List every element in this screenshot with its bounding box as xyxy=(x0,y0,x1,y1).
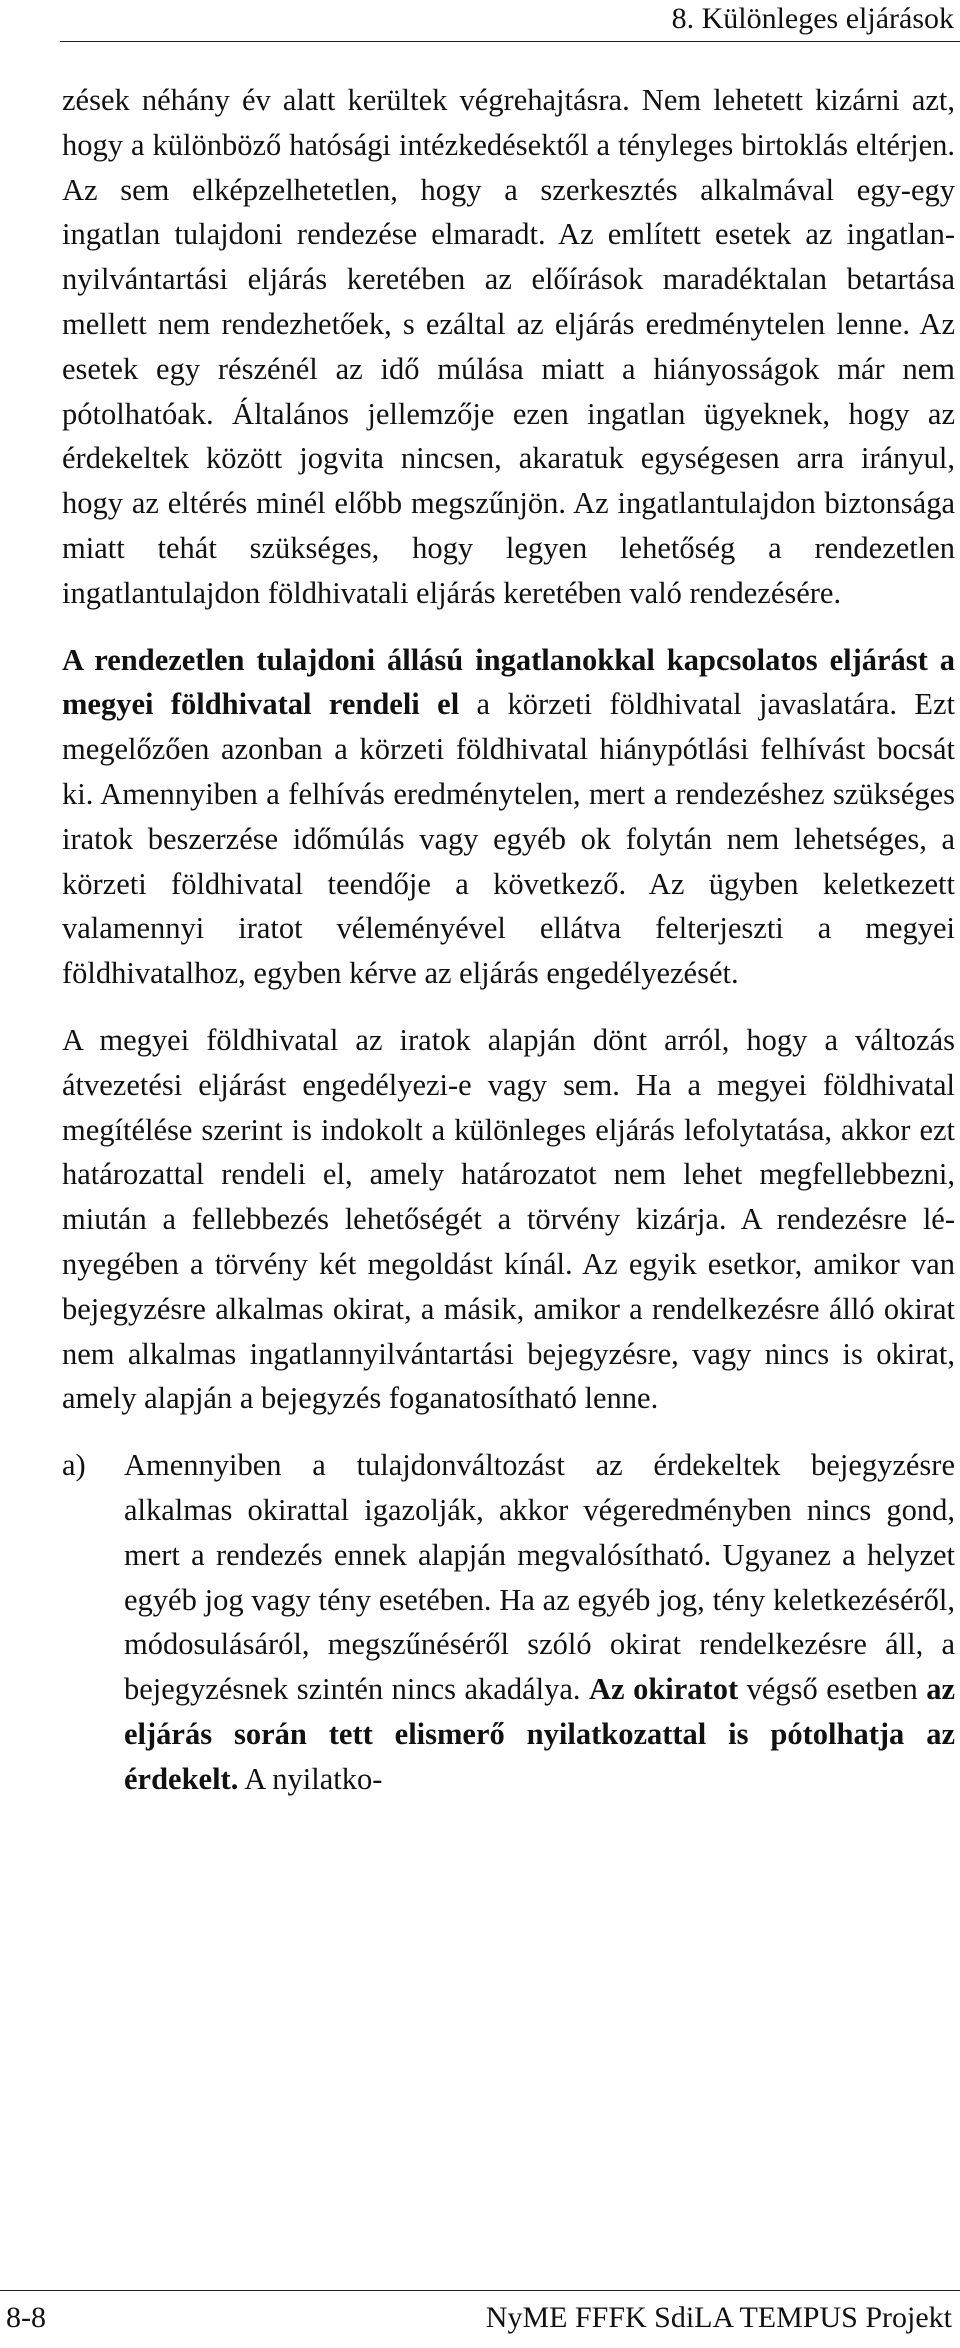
list-item-a-text-3: A nyilatko- xyxy=(238,1761,383,1796)
paragraph-2 xyxy=(62,638,955,996)
list-item-a-text-2: végső esetben xyxy=(738,1672,927,1707)
footer-publisher: NyME FFFK SdiLA TEMPUS Projekt xyxy=(485,2301,952,2334)
paragraph-1: zések néhány év alatt kerültek végrehajtásra. Nem lehetett kizárni azt, hogy a különböző hatósági intézkedésektől a tényleges birtoklás eltérjen. Az sem elképzelhetetlen, hogy a szerkesztés alkalmával egy-egy ingatlan tulajdoni rendezése elmaradt. Az említett esetek az ingatlannyilvántartási eljárás keretében az előírások maradéktalan betartása mellett nem rendezhetőek, s ezáltal az eljárás eredménytelen lenne. Az esetek egy részénél az idő múlása miatt a hiányosságok már nem pótolhatóak. Általános jellemzője ezen ingatlan ügyeknek, hogy az érdekeltek között jogvita nincsen, akaratuk egységesen arra irányul, hogy az eltérés minél előbb megszűnjön. Az ingatlantulajdon biztonsága miatt tehát szükséges, hogy legyen lehetőség a rendezetlen ingatlantulajdon földhivatali eljárás keretében való rendezésére. xyxy=(62,83,955,610)
list-item-a-label: a) xyxy=(62,1448,86,1483)
running-header xyxy=(60,0,960,42)
list-item-a-bold-1: Az okiratot xyxy=(589,1672,739,1707)
page-number: 8-8 xyxy=(6,2301,46,2334)
list-item-a-text-1: Amennyiben a tulajdonváltozást az érdekeltek bejegyzésre alkalmas okirattal igazolják, akkor végeredményben nincs gond, mert a rendezés ennek alapján megvalósítható. Ugyanez a helyzet egyéb jog vagy tény esetében. Ha az egyéb jog, tény keletkezéséről, módosulásáról, megszűnéséről szóló okirat rendelkezésre áll, a bejegyzésnek szintén nincs akadálya. xyxy=(124,1448,955,1707)
page-body xyxy=(62,78,955,1801)
paragraph-2-bold-lead: A rendezetlen tulajdoni állású ingatlanokkal kapcsolatos eljárást a megyei földhivatal rendeli el xyxy=(62,642,955,722)
paragraph-2-text: a körzeti földhivatal javaslatára. Ezt megelőzően azonban a körzeti földhivatal hiánypótlási felhívást bocsát ki. Amennyiben a felhívás eredménytelen, mert a rendezéshez szükséges iratok beszerzése időmúlás vagy egyéb ok folytán nem lehetséges, a körzeti földhivatal teendője a következő. Az ügyben keletkezett valamennyi iratot véleményével ellátva felterjeszti a megyei földhivatalhoz, egyben kérve az eljárás engedélyezését. xyxy=(62,687,956,991)
list-item-a-bold-2: az eljárás során tett elismerő nyilatkozattal is pótolhatja az érdekelt. xyxy=(124,1672,955,1796)
page-footer xyxy=(0,2290,960,2347)
chapter-title: 8. Különleges eljárások xyxy=(671,2,954,35)
list-item-a xyxy=(62,1443,955,1801)
paragraph-3: A megyei földhivatal az iratok alapján dönt arról, hogy a változás átvezetési eljárást engedélyezi-e vagy sem. Ha a megyei földhivatal megítélése szerint is indokolt a különleges eljárás lefolytatása, akkor ezt határozattal rendeli el, amely határozatot nem lehet megfellebbezni, miután a fellebbezés lehetőségét a törvény kizárja. A rendezésre lényegében a törvény két megoldást kínál. Az egyik esetkor, amikor van bejegyzésre alkalmas okirat, a másik, amikor a rendelkezésre álló okirat nem alkalmas ingatlannyilvántartási bejegyzésre, vagy nincs is okirat, amely alapján a bejegyzés foganatosítható lenne. xyxy=(62,1022,955,1416)
